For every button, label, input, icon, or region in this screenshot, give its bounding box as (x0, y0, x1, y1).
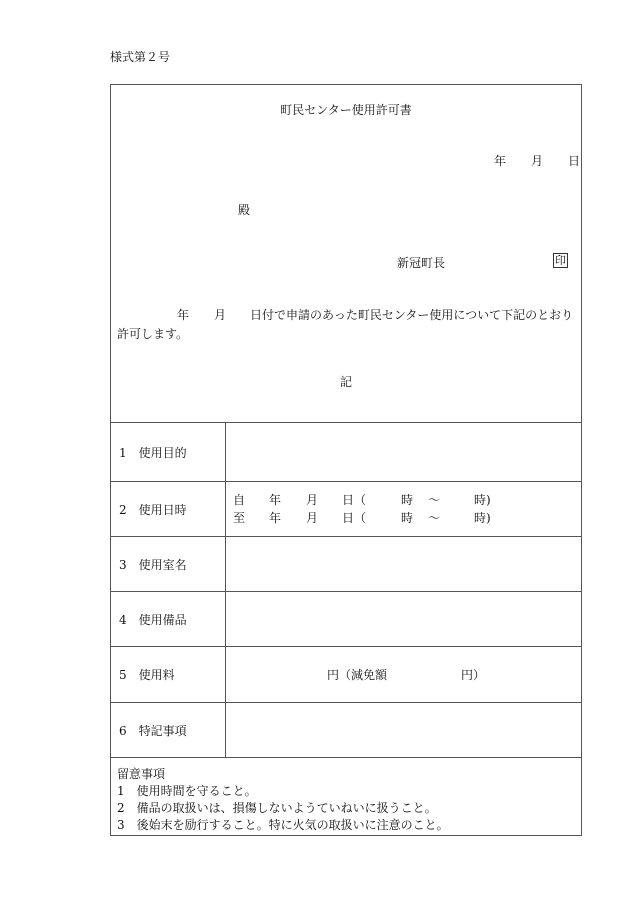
schedule-from-day: 日（ (342, 493, 367, 507)
schedule-to-hour: 時 (401, 511, 414, 525)
row-divider (111, 536, 581, 537)
row-label-fee: 5 使用料 (119, 668, 175, 682)
addressee-suffix: 殿 (238, 203, 251, 217)
body-year: 年 (177, 308, 190, 322)
schedule-to-tilde: ～ (428, 511, 441, 525)
permit-form (110, 84, 582, 836)
notes-heading: 留意事項 (117, 767, 166, 781)
schedule-to-month: 月 (306, 511, 319, 525)
row-label-datetime: 2 使用日時 (119, 503, 187, 517)
body-text-line1: 日付で申請のあった町民センター使用について下記のとおり (250, 308, 574, 322)
issue-date-day: 日 (568, 154, 581, 168)
schedule-from-month: 月 (306, 493, 319, 507)
ki-heading: 記 (339, 375, 352, 389)
issuer-name: 新冠町長 (397, 256, 446, 270)
form-title: 町民センター使用許可書 (280, 103, 412, 117)
fee-yen: 円（減免額 (327, 668, 388, 682)
issue-date-month: 月 (531, 154, 544, 168)
row-divider (111, 481, 581, 482)
seal-text: 印 (555, 254, 566, 267)
row-label-purpose: 1 使用目的 (119, 446, 187, 460)
notes-item: 1 使用時間を守ること。 (117, 784, 257, 798)
fee-yen-end: 円） (461, 668, 486, 682)
row-label-equipment: 4 使用備品 (119, 613, 187, 627)
body-text-line2: 許可します。 (117, 327, 189, 341)
notes-item: 3 後始末を励行すること。特に火気の取扱いに注意のこと。 (117, 818, 449, 832)
schedule-to-end: 時) (474, 511, 491, 525)
row-divider (111, 591, 581, 592)
schedule-to-year: 年 (269, 511, 282, 525)
schedule-from-end: 時) (474, 493, 491, 507)
schedule-to-day: 日（ (342, 511, 367, 525)
schedule-from-tilde: ～ (428, 493, 441, 507)
row-divider (111, 702, 581, 703)
schedule-to-prefix: 至 (233, 511, 246, 525)
table-top-border (111, 422, 581, 423)
schedule-from-year: 年 (269, 493, 282, 507)
schedule-from-hour: 時 (401, 493, 414, 507)
column-divider (225, 422, 226, 757)
row-label-notes: 6 特記事項 (119, 724, 187, 738)
schedule-from-prefix: 自 (233, 493, 246, 507)
row-label-room: 3 使用室名 (119, 558, 187, 572)
body-month: 月 (214, 308, 227, 322)
seal-mark (553, 253, 568, 268)
row-divider (111, 646, 581, 647)
issue-date-year: 年 (494, 154, 507, 168)
table-bottom-border (111, 757, 581, 758)
form-number: 様式第２号 (110, 50, 171, 64)
notes-item: 2 備品の取扱いは、損傷しないようていねいに扱うこと。 (117, 801, 437, 815)
